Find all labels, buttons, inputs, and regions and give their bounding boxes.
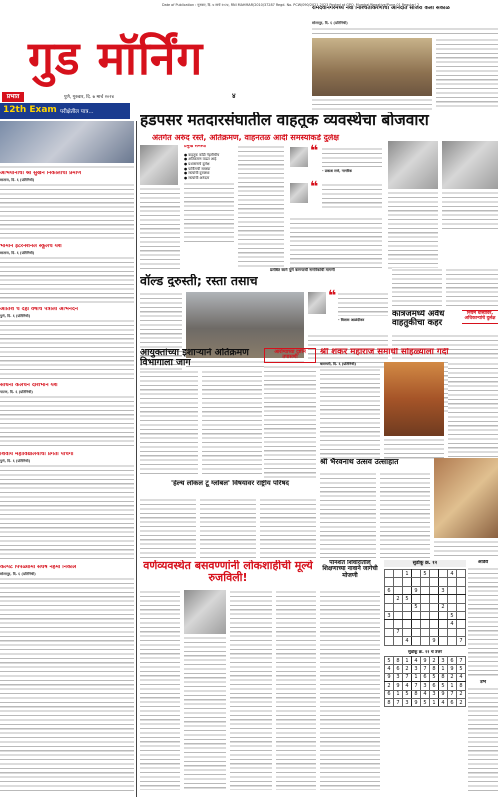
sudoku-cell[interactable] — [430, 620, 439, 628]
sudoku-cell[interactable] — [394, 570, 403, 578]
sudoku-cell[interactable] — [448, 603, 457, 611]
center-col-7 — [442, 191, 498, 231]
sudoku-cell: 1 — [448, 682, 457, 690]
sudoku-cell[interactable] — [385, 595, 394, 603]
shankar-col-b — [384, 438, 444, 460]
problem-item-4: ● पार्किंगची समस्या — [184, 166, 211, 171]
sudoku-cell[interactable] — [385, 578, 394, 586]
quote-block-2 — [290, 181, 382, 215]
sudoku-cell: 8 — [412, 690, 421, 698]
top-right-photo — [312, 38, 432, 96]
health-box-title: आरोग्याच्या दृष्टीने तपासणी — [264, 348, 316, 363]
sudoku-cell: 4 — [421, 690, 430, 698]
sudoku-cell[interactable] — [385, 637, 394, 645]
center-col-1 — [140, 187, 180, 269]
sudoku-cell[interactable] — [457, 620, 466, 628]
sudoku-cell[interactable] — [430, 586, 439, 594]
sudoku-cell: 3 — [421, 682, 430, 690]
sudoku-grid[interactable] — [384, 569, 466, 646]
problem-item-3: ● प्रशासनाचे दुर्लक्ष — [184, 162, 210, 166]
quote-text-2 — [322, 183, 382, 211]
left-article-5-text — [0, 464, 134, 562]
sudoku-cell: 9 — [448, 665, 457, 673]
left-article-4-headline: साधना कलेचने देशिभान यश — [0, 383, 58, 388]
top-right-byline: सोलापूर, दि. ६ (प्रतिनिधी) — [312, 21, 348, 25]
sudoku-cell[interactable]: 3 — [385, 611, 394, 619]
sudoku-cell[interactable] — [421, 586, 430, 594]
masthead-title: गुड मॉर्निंग — [28, 31, 204, 85]
hotel-headline: 'हेल्थ लोकल टू ग्लोबल' विषयावर राष्ट्रीय परिषद — [171, 480, 289, 487]
mid-sub-headline: प्रलंबित कामे पूर्ण करण्याची नागरिकांची मागणी — [270, 268, 335, 272]
sudoku-cell: 2 — [403, 665, 412, 673]
mid-quote — [308, 288, 388, 332]
bottom-left-story — [140, 348, 262, 478]
center-top — [140, 145, 498, 265]
sudoku-cell[interactable] — [403, 578, 412, 586]
exam-photo — [0, 121, 134, 163]
sudoku-cell: 6 — [448, 698, 457, 706]
sudoku-cell: 5 — [421, 698, 430, 706]
sudoku-cell[interactable] — [448, 628, 457, 636]
sudoku-cell[interactable] — [385, 628, 394, 636]
sudoku-cell[interactable] — [421, 578, 430, 586]
sudoku-cell[interactable]: 7 — [394, 628, 403, 636]
sudoku-cell[interactable] — [421, 595, 430, 603]
sudoku-cell[interactable]: 5 — [412, 603, 421, 611]
sudoku-cell: 5 — [439, 682, 448, 690]
sudoku-cell: 3 — [403, 698, 412, 706]
quote-name-1: - प्रकाश राणे, नागरिक — [322, 169, 352, 173]
basavanna-col-d — [276, 590, 316, 790]
sudoku-cell[interactable] — [385, 620, 394, 628]
sudoku-cell: 5 — [385, 656, 394, 664]
left-article-3-byline: पुणे, दि. ६ (प्रतिनिधी) — [0, 314, 31, 318]
sudoku-cell[interactable] — [439, 637, 448, 645]
sudoku-answer-grid — [384, 656, 466, 707]
sudoku-cell[interactable] — [394, 603, 403, 611]
left-article-6-text — [0, 577, 134, 793]
exam-text — [0, 165, 134, 169]
column-divider-left — [136, 121, 137, 797]
left-article-5-byline: पुणे, दि. ६ (प्रतिनिधी) — [0, 459, 31, 463]
sudoku-cell[interactable] — [430, 603, 439, 611]
shankar-col-c — [448, 362, 498, 460]
mid-headline: वॉल्ड दुरुस्ती; रस्ता तसाच — [140, 274, 258, 288]
sudoku-cell[interactable] — [403, 628, 412, 636]
sudoku-cell: 5 — [457, 665, 466, 673]
sudoku-cell[interactable]: 1 — [403, 570, 412, 578]
sudoku-cell[interactable]: 9 — [412, 586, 421, 594]
mid-quote-text — [338, 292, 388, 316]
sudoku-cell[interactable] — [394, 637, 403, 645]
exam-banner — [0, 103, 130, 119]
sudoku-cell: 4 — [403, 682, 412, 690]
left-article-2-headline: भीमान इंटरनॅशनल स्कूलचे यश — [0, 244, 62, 249]
health-box — [264, 348, 316, 478]
sudoku-cell[interactable] — [385, 603, 394, 611]
bhairavnath-headline: श्री भैरवनाथ उत्सव उत्साहात — [320, 458, 399, 466]
sudoku-cell: 2 — [457, 698, 466, 706]
sudoku-cell[interactable] — [430, 570, 439, 578]
left-article-1-headline: अभियानाचा श्री सुखने निकालाची प्रमाण — [0, 171, 82, 176]
crossword-title: आडवे — [477, 560, 489, 565]
center-col-6 — [388, 191, 438, 269]
shankar-col-a — [320, 368, 380, 460]
basavanna-col-a — [140, 590, 180, 790]
left-article-5-headline: शिवाय महाविद्यालयाची प्रगती पाचगा — [0, 452, 74, 457]
sudoku-cell[interactable]: 7 — [457, 637, 466, 645]
sudoku-cell: 8 — [430, 665, 439, 673]
quote-photo-2 — [290, 183, 308, 203]
traffic-photo-2 — [388, 141, 438, 189]
main-subheadline: अंतर्गत अरुंद रस्ते, अतिक्रमण, वाहनतळ आदी समस्यांकडे दुर्लक्ष — [152, 134, 340, 142]
sudoku-cell[interactable]: 2 — [439, 603, 448, 611]
problem-item-5: ● रस्त्यांची दुरवस्था — [184, 171, 210, 176]
left-column — [0, 121, 134, 797]
bottom-left-headline: आयुक्तांच्या इशाऱ्याने अतिक्रमण विभागाला जाग — [140, 348, 249, 368]
crossword-clues-across — [468, 567, 498, 677]
sudoku-cell[interactable] — [403, 620, 412, 628]
basavanna-photo — [184, 590, 226, 634]
left-article-6-byline: सोलापूर, दि. ६ (प्रतिनिधी) — [0, 572, 36, 576]
sudoku-cell: 4 — [439, 698, 448, 706]
sudoku-cell[interactable] — [412, 637, 421, 645]
sudoku-cell[interactable] — [412, 595, 421, 603]
top-right-text — [312, 27, 498, 37]
crossword-panel — [468, 560, 498, 797]
left-article-3-text — [0, 319, 134, 379]
shankar-story — [320, 348, 498, 458]
sudoku-cell[interactable] — [394, 586, 403, 594]
problems-box — [184, 145, 234, 253]
crossword-clues-down — [468, 687, 498, 793]
panshet-text — [320, 590, 380, 790]
sudoku-cell[interactable] — [385, 570, 394, 578]
sudoku-cell[interactable] — [448, 637, 457, 645]
hotel-story — [140, 480, 316, 560]
sudoku-cell[interactable] — [448, 586, 457, 594]
exam-subtitle: परीक्षेतील पात्र... — [60, 109, 94, 115]
problem-item-6: ● रस्त्यांची अरुंदता — [184, 175, 210, 180]
sudoku-cell: 2 — [385, 682, 394, 690]
sudoku-cell: 6 — [385, 690, 394, 698]
sudoku-cell[interactable] — [403, 586, 412, 594]
sudoku-cell: 6 — [421, 673, 430, 681]
left-article-2-byline: सातारा, दि. ६ (प्रतिनिधी) — [0, 251, 35, 255]
top-right-text-2 — [436, 38, 498, 110]
sudoku-cell: 2 — [448, 673, 457, 681]
sudoku-cell[interactable] — [457, 570, 466, 578]
sudoku-cell[interactable]: 6 — [385, 586, 394, 594]
sudoku-cell[interactable] — [403, 603, 412, 611]
sudoku-cell[interactable] — [430, 578, 439, 586]
top-right-headline: रामदेवीनगरमध्ये नवा निश्चितीकरणाचा आनंदात साजरा केला सकाळ — [312, 6, 450, 11]
sudoku-cell: 6 — [430, 682, 439, 690]
sudoku-cell[interactable] — [448, 578, 457, 586]
sudoku-cell: 7 — [403, 673, 412, 681]
hotel-col-c — [260, 498, 316, 560]
sudoku-cell: 8 — [394, 656, 403, 664]
sudoku-cell[interactable] — [457, 578, 466, 586]
sudoku-cell: 9 — [439, 690, 448, 698]
sudoku-cell: 3 — [439, 656, 448, 664]
sudoku-cell[interactable] — [439, 578, 448, 586]
bhairavnath-story — [320, 458, 498, 558]
quote-text-1 — [322, 147, 382, 167]
quote-photo-1 — [290, 147, 308, 167]
basavanna-headline: वर्णव्यवस्थेत बसवण्णांनी लोकशाहीची मूल्ये रुजविली! — [143, 560, 313, 584]
basavanna-col-b — [184, 636, 226, 790]
quote-mark-icon: ❝ — [310, 143, 319, 159]
panshet-headline: पानशेत शिवारातील शिक्षणाच्या नावाने जागेची मोजणी — [322, 560, 378, 579]
sudoku-cell[interactable] — [457, 595, 466, 603]
sudoku-cell: 7 — [394, 698, 403, 706]
sudoku-cell[interactable] — [439, 570, 448, 578]
logo — [2, 92, 24, 102]
shankar-photo — [384, 362, 444, 436]
left-article-1-byline: सातारा, दि. ६ (प्रतिनिधी) — [0, 178, 35, 182]
right-article-sidebar: नियम धाब्यावर, अधिकाऱ्यांचे दुर्लक्ष — [462, 310, 498, 324]
left-article-6-headline: कल्पेट पिंपळ्यामा संघर्ष नेहमी निकाल — [0, 565, 77, 570]
bottom-left-col-b — [202, 370, 262, 476]
sudoku-cell: 9 — [394, 682, 403, 690]
exam-tag: 12th Exam — [3, 105, 57, 115]
sudoku-cell[interactable] — [412, 628, 421, 636]
problem-item-2: ● अतिक्रमण वाढत आहे — [184, 157, 217, 162]
bottom-left-col-a — [140, 370, 198, 476]
sudoku-cell[interactable] — [403, 611, 412, 619]
date-line: पुणे, गुरुवार, दि. ७ मार्च २०२४ — [64, 95, 114, 100]
sudoku-cell: 6 — [448, 656, 457, 664]
sudoku-cell[interactable] — [439, 595, 448, 603]
traffic-photo — [140, 145, 178, 185]
sudoku-cell: 8 — [439, 673, 448, 681]
sudoku-cell: 7 — [412, 682, 421, 690]
panshet-story — [320, 560, 380, 797]
sudoku-cell: 5 — [403, 690, 412, 698]
sudoku-cell: 1 — [430, 698, 439, 706]
left-article-4-text — [0, 395, 134, 449]
sudoku-answer-label: सुडोकू क्र. ११ चे उत्तर — [408, 649, 442, 654]
main-headline: हडपसर मतदारसंघातील वाहतूक व्यवस्थेचा बोजवारा — [140, 112, 429, 129]
bhairavnath-caption — [434, 540, 498, 556]
bhairavnath-col-a — [320, 472, 376, 558]
sudoku-cell[interactable] — [394, 611, 403, 619]
sudoku-cell: 1 — [403, 656, 412, 664]
sudoku-cell: 3 — [412, 665, 421, 673]
sudoku-cell[interactable]: 9 — [430, 637, 439, 645]
sudoku-cell[interactable] — [421, 620, 430, 628]
sudoku-cell[interactable] — [439, 628, 448, 636]
crossword-title-2: उभे — [479, 680, 486, 686]
traffic-photo-3 — [442, 141, 498, 189]
sudoku-cell: 7 — [448, 690, 457, 698]
sudoku-cell: 4 — [457, 673, 466, 681]
mid-quote-icon: ❝ — [328, 288, 337, 304]
health-box-text — [264, 365, 316, 479]
sudoku-cell: 2 — [430, 656, 439, 664]
shankar-headline: श्री शंकर महाराज समाधी सोहळ्याला गर्दी — [320, 348, 449, 357]
sudoku-cell[interactable]: 5 — [403, 595, 412, 603]
sudoku-cell[interactable] — [430, 595, 439, 603]
sudoku-cell[interactable]: 4 — [448, 570, 457, 578]
sudoku-cell: 1 — [412, 673, 421, 681]
problems-text — [184, 182, 234, 242]
sudoku-panel — [384, 560, 466, 797]
hotel-col-a — [140, 498, 196, 560]
center-col-5 — [290, 217, 382, 269]
left-article-2-text — [0, 256, 134, 304]
sudoku-cell: 9 — [412, 698, 421, 706]
sudoku-cell: 8 — [457, 682, 466, 690]
sudoku-cell[interactable] — [448, 595, 457, 603]
mid-quote-photo — [308, 292, 326, 314]
sudoku-cell[interactable]: 5 — [421, 570, 430, 578]
top-right-story — [312, 6, 498, 112]
sudoku-cell[interactable] — [430, 611, 439, 619]
sudoku-cell: 2 — [457, 690, 466, 698]
sudoku-cell: 6 — [394, 665, 403, 673]
right-article-col-b — [446, 268, 498, 308]
left-article-1-text — [0, 183, 134, 241]
sudoku-cell[interactable] — [457, 586, 466, 594]
sudoku-cell: 9 — [385, 673, 394, 681]
left-article-3-headline: आतिश चे दहा वर्षांचे पत्राला अभिनंदन — [0, 307, 78, 312]
bhairavnath-photo — [434, 458, 498, 538]
sudoku-cell[interactable] — [457, 628, 466, 636]
left-article-4-byline: पाटण, दि. ६ (प्रतिनिधी) — [0, 390, 33, 394]
sudoku-cell: 4 — [412, 656, 421, 664]
sudoku-cell: 4 — [385, 665, 394, 673]
sudoku-cell[interactable] — [439, 620, 448, 628]
sudoku-cell[interactable] — [412, 620, 421, 628]
sudoku-cell[interactable] — [394, 578, 403, 586]
sudoku-cell[interactable] — [394, 620, 403, 628]
logo-text: प्रभात — [6, 93, 20, 100]
sudoku-cell[interactable]: 4 — [448, 620, 457, 628]
hotel-col-b — [200, 498, 256, 560]
quote-mark-icon-2: ❝ — [310, 179, 319, 195]
sudoku-cell[interactable]: 4 — [403, 637, 412, 645]
problem-item-1: ● वाहतूक कोंडी नेहमीचीच — [184, 152, 220, 157]
sudoku-cell[interactable] — [457, 611, 466, 619]
sudoku-cell[interactable]: 5 — [448, 611, 457, 619]
sudoku-cell[interactable]: 2 — [394, 595, 403, 603]
sudoku-cell[interactable] — [457, 603, 466, 611]
right-article-col-a — [392, 268, 442, 308]
right-article-headline: कात्रजमध्ये अवैध वाहतुकीचा कहर — [392, 310, 445, 328]
sudoku-cell: 3 — [430, 690, 439, 698]
sudoku-cell[interactable] — [412, 611, 421, 619]
basavanna-col-c — [230, 590, 272, 790]
sudoku-cell: 1 — [394, 690, 403, 698]
sudoku-cell: 7 — [457, 656, 466, 664]
sudoku-cell[interactable] — [421, 611, 430, 619]
sudoku-cell[interactable] — [412, 570, 421, 578]
sudoku-cell[interactable] — [412, 578, 421, 586]
sudoku-cell[interactable] — [439, 611, 448, 619]
sudoku-cell[interactable] — [430, 628, 439, 636]
center-mid — [140, 268, 388, 348]
mid-quote-name: - विलास आळंदीकर — [338, 318, 365, 322]
basavanna-story — [140, 560, 316, 797]
quote-block-1 — [290, 145, 382, 185]
sudoku-cell[interactable] — [421, 628, 430, 636]
sudoku-cell[interactable] — [421, 637, 430, 645]
sudoku-cell: 7 — [421, 665, 430, 673]
sudoku-cell: 1 — [439, 665, 448, 673]
sudoku-cell: 5 — [430, 673, 439, 681]
page-number: ४ — [232, 92, 236, 100]
sudoku-cell: 9 — [421, 656, 430, 664]
sudoku-cell: 8 — [385, 698, 394, 706]
problems-title: प्रमुख समस्या — [184, 145, 207, 149]
sudoku-title: सुडोकू क्र. १२ — [384, 560, 466, 567]
sudoku-cell[interactable]: 3 — [439, 586, 448, 594]
sudoku-cell[interactable] — [421, 603, 430, 611]
center-col-3 — [238, 145, 284, 269]
shankar-byline: बारामती, दि. ६ (प्रतिनिधी) — [320, 362, 357, 366]
top-right-caption — [312, 98, 432, 110]
publication-info: Date of Publication : गुरुवार, दि. ७ मार्च २०२४, RNI MAHMAR/2010/37287 Regd. No. PCW/090/2021-2023 Posted at GPO, Mumbai/Negative/Pune-01 Regular/ 2 — [162, 3, 420, 7]
bhairavnath-col-b — [380, 472, 430, 558]
sudoku-cell: 3 — [394, 673, 403, 681]
